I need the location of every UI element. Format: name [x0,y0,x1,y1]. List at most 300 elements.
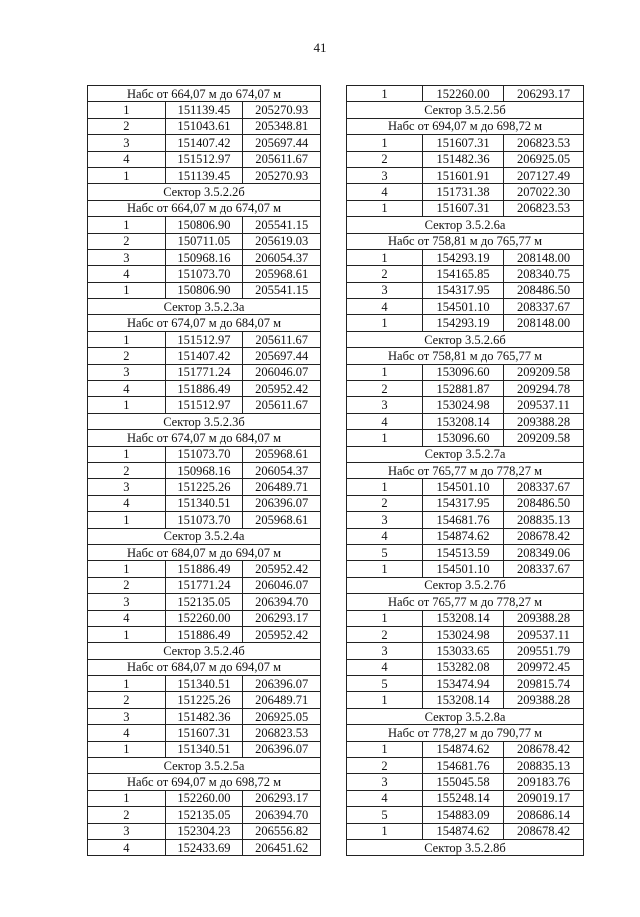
table-row [347,807,584,823]
point-number: 1 [347,315,423,331]
coord-y: 208678.42 [504,528,584,544]
point-number: 1 [347,823,423,839]
point-number: 5 [347,807,423,823]
coord-x: 153096.60 [423,364,504,380]
table-row [347,397,584,413]
table-row [347,266,584,282]
table-row [347,758,584,774]
coord-x: 153208.14 [423,413,504,429]
point-number: 3 [88,479,166,495]
coord-x: 154501.10 [423,479,504,495]
table-row [88,348,321,364]
point-number: 1 [347,561,423,577]
table-row [88,741,321,757]
point-number: 2 [347,758,423,774]
coord-x: 151512.97 [165,397,243,413]
coord-y: 209209.58 [504,364,584,380]
point-number: 4 [88,610,166,626]
sector-title-row [347,102,584,118]
height-range-row [88,315,321,331]
point-number: 4 [347,659,423,675]
table-row [347,774,584,790]
coord-x: 152433.69 [165,839,243,855]
table-row [88,135,321,151]
coord-y: 209537.11 [504,626,584,642]
table-row [347,790,584,806]
coord-y: 206293.17 [504,86,584,102]
coord-x: 152260.00 [165,610,243,626]
height-range: Набс от 778,27 м до 790,77 м [347,725,584,741]
table-row [88,249,321,265]
coord-y: 205270.93 [243,167,321,183]
table-row [347,282,584,298]
height-range-row [88,659,321,675]
sector-title: Сектор 3.5.2.5а [88,758,321,774]
sector-title: Сектор 3.5.2.4а [88,528,321,544]
coord-x: 154883.09 [423,807,504,823]
coord-x: 151607.31 [423,200,504,216]
height-range-row [347,462,584,478]
point-number: 1 [347,692,423,708]
sector-title-row [88,413,321,429]
coord-x: 151073.70 [165,446,243,462]
coord-y: 205952.42 [243,561,321,577]
point-number: 1 [88,676,166,692]
coord-y: 207022.30 [504,184,584,200]
coord-y: 206396.07 [243,495,321,511]
coord-x: 153282.08 [423,659,504,675]
coord-x: 150968.16 [165,249,243,265]
coord-x: 151073.70 [165,512,243,528]
coord-y: 205619.03 [243,233,321,249]
table-row [88,610,321,626]
height-range: Набс от 664,07 м до 674,07 м [88,86,321,102]
table-row [347,364,584,380]
coord-y: 206293.17 [243,790,321,806]
coord-y: 206556.82 [243,823,321,839]
table-row [347,528,584,544]
coord-x: 154317.95 [423,282,504,298]
sector-title-row [88,299,321,315]
point-number: 3 [88,594,166,610]
height-range-row [347,594,584,610]
point-number: 5 [347,676,423,692]
table-row [88,266,321,282]
point-number: 1 [88,217,166,233]
coord-y: 206925.05 [243,708,321,724]
coord-y: 205952.42 [243,626,321,642]
coord-x: 153096.60 [423,430,504,446]
point-number: 2 [88,692,166,708]
table-row [88,594,321,610]
coord-x: 154501.10 [423,561,504,577]
point-number: 3 [88,708,166,724]
coord-y: 205952.42 [243,381,321,397]
height-range-row [347,233,584,249]
table-row [88,479,321,495]
height-range: Набс от 674,07 м до 684,07 м [88,315,321,331]
coord-y: 208486.50 [504,282,584,298]
sector-title-row [347,708,584,724]
coord-y: 208337.67 [504,479,584,495]
point-number: 2 [88,577,166,593]
coord-y: 205348.81 [243,118,321,134]
coord-y: 208340.75 [504,266,584,282]
coord-x: 152881.87 [423,381,504,397]
point-number: 2 [347,495,423,511]
height-range: Набс от 674,07 м до 684,07 м [88,430,321,446]
point-number: 3 [88,364,166,380]
point-number: 4 [347,413,423,429]
table-row [88,102,321,118]
point-number: 4 [88,495,166,511]
point-number: 1 [88,167,166,183]
table-row [347,610,584,626]
coord-y: 205968.61 [243,446,321,462]
coord-x: 154874.62 [423,741,504,757]
height-range-row [88,544,321,560]
coord-y: 208678.42 [504,741,584,757]
table-row [88,626,321,642]
table-row [347,626,584,642]
point-number: 1 [88,512,166,528]
table-row [88,233,321,249]
coord-y: 206451.62 [243,839,321,855]
coord-x: 151407.42 [165,348,243,364]
coord-x: 153474.94 [423,676,504,692]
coord-y: 206925.05 [504,151,584,167]
table-row [88,151,321,167]
table-row [347,643,584,659]
point-number: 4 [347,184,423,200]
height-range: Набс от 758,81 м до 765,77 м [347,233,584,249]
table-row [88,381,321,397]
table-row [347,659,584,675]
coord-x: 155045.58 [423,774,504,790]
table-row [88,495,321,511]
table-row [88,790,321,806]
coord-y: 205611.67 [243,397,321,413]
coord-y: 206046.07 [243,577,321,593]
table-row [347,430,584,446]
table-row [88,577,321,593]
coord-y: 208349.06 [504,544,584,560]
point-number: 4 [347,528,423,544]
coord-x: 152135.05 [165,807,243,823]
coord-x: 151886.49 [165,626,243,642]
point-number: 1 [88,446,166,462]
point-number: 2 [88,118,166,134]
sector-title: Сектор 3.5.2.3а [88,299,321,315]
table-row [347,86,584,102]
coord-y: 208835.13 [504,512,584,528]
point-number: 2 [347,266,423,282]
height-range: Набс от 765,77 м до 778,27 м [347,462,584,478]
coord-y: 206396.07 [243,741,321,757]
table-row [347,741,584,757]
coord-x: 151340.51 [165,676,243,692]
coord-y: 207127.49 [504,167,584,183]
coord-y: 206823.53 [504,200,584,216]
table-row [347,381,584,397]
table-row [88,118,321,134]
table-row [88,839,321,855]
table-row [347,561,584,577]
coord-y: 208148.00 [504,315,584,331]
coord-y: 205697.44 [243,135,321,151]
table-row [347,299,584,315]
coord-y: 209388.28 [504,692,584,708]
point-number: 1 [347,200,423,216]
point-number: 2 [88,462,166,478]
coord-x: 151340.51 [165,495,243,511]
height-range: Набс от 684,07 м до 694,07 м [88,544,321,560]
coord-x: 151139.45 [165,102,243,118]
sector-title-row [88,528,321,544]
table-row [88,676,321,692]
coord-y: 205270.93 [243,102,321,118]
point-number: 4 [88,381,166,397]
table-row [88,397,321,413]
height-range-row [88,86,321,102]
sector-title-row [347,217,584,233]
sector-title-row [347,446,584,462]
point-number: 2 [88,233,166,249]
coord-y: 205968.61 [243,512,321,528]
coord-x: 151731.38 [423,184,504,200]
sector-title: Сектор 3.5.2.7а [347,446,584,462]
sector-title: Сектор 3.5.2.3б [88,413,321,429]
table-row [347,151,584,167]
coord-x: 150806.90 [165,217,243,233]
coord-x: 154165.85 [423,266,504,282]
coord-x: 152304.23 [165,823,243,839]
point-number: 1 [88,741,166,757]
table-row [88,217,321,233]
coord-y: 206396.07 [243,676,321,692]
table-row [88,692,321,708]
coord-x: 151225.26 [165,479,243,495]
sector-title-row [88,184,321,200]
table-row [347,249,584,265]
point-number: 1 [347,479,423,495]
table-row [88,331,321,347]
coord-y: 208678.42 [504,823,584,839]
point-number: 1 [347,610,423,626]
coord-x: 153024.98 [423,397,504,413]
coord-y: 209183.76 [504,774,584,790]
table-row [347,184,584,200]
coord-x: 151886.49 [165,381,243,397]
table-row [88,725,321,741]
height-range-row [88,430,321,446]
point-number: 1 [88,331,166,347]
table-row [347,479,584,495]
coord-y: 208835.13 [504,758,584,774]
coord-x: 151482.36 [165,708,243,724]
table-row [347,200,584,216]
coord-y: 209815.74 [504,676,584,692]
height-range-row [88,774,321,790]
table-row [347,692,584,708]
coordinates-table-left [87,85,321,856]
coord-y: 206823.53 [243,725,321,741]
height-range-row [347,348,584,364]
point-number: 3 [88,249,166,265]
point-number: 4 [347,299,423,315]
coord-x: 150711.05 [165,233,243,249]
table-row [88,561,321,577]
coord-y: 205541.15 [243,217,321,233]
table-row [88,708,321,724]
height-range: Набс от 694,07 м до 698,72 м [88,774,321,790]
coord-y: 209388.28 [504,413,584,429]
coord-y: 208148.00 [504,249,584,265]
table-row [347,413,584,429]
point-number: 1 [347,741,423,757]
point-number: 4 [88,839,166,855]
point-number: 4 [347,790,423,806]
table-row [347,495,584,511]
point-number: 5 [347,544,423,560]
point-number: 3 [347,643,423,659]
coord-x: 151043.61 [165,118,243,134]
coord-y: 206489.71 [243,692,321,708]
coord-x: 153033.65 [423,643,504,659]
sector-title: Сектор 3.5.2.6б [347,331,584,347]
coord-x: 154501.10 [423,299,504,315]
point-number: 3 [347,282,423,298]
point-number: 2 [347,151,423,167]
sector-title: Сектор 3.5.2.8а [347,708,584,724]
coord-x: 154681.76 [423,758,504,774]
coord-y: 206489.71 [243,479,321,495]
height-range-row [347,118,584,134]
point-number: 4 [88,151,166,167]
coord-x: 154874.62 [423,528,504,544]
point-number: 2 [88,807,166,823]
page-number: 41 [313,40,327,55]
table-row [88,167,321,183]
coord-x: 151512.97 [165,151,243,167]
sector-title: Сектор 3.5.2.4б [88,643,321,659]
table-row [347,544,584,560]
sector-title: Сектор 3.5.2.6а [347,217,584,233]
coord-y: 206054.37 [243,462,321,478]
coord-y: 206823.53 [504,135,584,151]
coord-x: 155248.14 [423,790,504,806]
height-range: Набс от 758,81 м до 765,77 м [347,348,584,364]
sector-title-row [347,331,584,347]
coord-y: 209294.78 [504,381,584,397]
coord-x: 152260.00 [165,790,243,806]
point-number: 2 [88,348,166,364]
height-range-row [347,725,584,741]
point-number: 4 [88,725,166,741]
coord-x: 151512.97 [165,331,243,347]
coord-y: 209019.17 [504,790,584,806]
height-range-row [88,200,321,216]
sector-title-row [347,839,584,855]
table-row [347,512,584,528]
point-number: 3 [88,135,166,151]
coord-y: 208686.14 [504,807,584,823]
sector-title: Сектор 3.5.2.5б [347,102,584,118]
coord-x: 150806.90 [165,282,243,298]
point-number: 3 [347,774,423,790]
table-row [88,364,321,380]
sector-title-row [347,577,584,593]
table-row [88,446,321,462]
point-number: 1 [88,282,166,298]
coord-y: 205968.61 [243,266,321,282]
coord-y: 209551.79 [504,643,584,659]
coord-y: 205697.44 [243,348,321,364]
sector-title: Сектор 3.5.2.8б [347,839,584,855]
coord-x: 151225.26 [165,692,243,708]
coord-x: 154293.19 [423,315,504,331]
coord-x: 151139.45 [165,167,243,183]
coord-y: 206394.70 [243,594,321,610]
coord-x: 151771.24 [165,364,243,380]
sector-title: Сектор 3.5.2.2б [88,184,321,200]
coord-y: 209972.45 [504,659,584,675]
table-row [347,135,584,151]
sector-title: Сектор 3.5.2.7б [347,577,584,593]
table-row [88,462,321,478]
height-range: Набс от 765,77 м до 778,27 м [347,594,584,610]
coord-y: 205541.15 [243,282,321,298]
coord-x: 153208.14 [423,610,504,626]
coord-x: 154874.62 [423,823,504,839]
coord-x: 153024.98 [423,626,504,642]
coord-x: 151482.36 [423,151,504,167]
coord-y: 206394.70 [243,807,321,823]
point-number: 1 [347,86,423,102]
table-row [347,676,584,692]
point-number: 1 [347,430,423,446]
point-number: 4 [88,266,166,282]
coord-y: 206046.07 [243,364,321,380]
coord-x: 151340.51 [165,741,243,757]
coord-y: 209537.11 [504,397,584,413]
point-number: 3 [88,823,166,839]
table-row [347,823,584,839]
coord-x: 154681.76 [423,512,504,528]
sector-title-row [88,758,321,774]
coord-y: 205611.67 [243,331,321,347]
point-number: 3 [347,512,423,528]
table-row [88,282,321,298]
coord-x: 151073.70 [165,266,243,282]
coord-y: 209209.58 [504,430,584,446]
point-number: 2 [347,626,423,642]
coord-x: 153208.14 [423,692,504,708]
point-number: 1 [88,102,166,118]
point-number: 1 [347,135,423,151]
coord-x: 151607.31 [423,135,504,151]
coord-y: 205611.67 [243,151,321,167]
sector-title-row [88,643,321,659]
point-number: 1 [88,790,166,806]
coord-y: 208337.67 [504,561,584,577]
table-row [347,167,584,183]
table-row [88,807,321,823]
point-number: 1 [347,364,423,380]
coord-x: 151886.49 [165,561,243,577]
point-number: 1 [347,249,423,265]
point-number: 1 [88,626,166,642]
